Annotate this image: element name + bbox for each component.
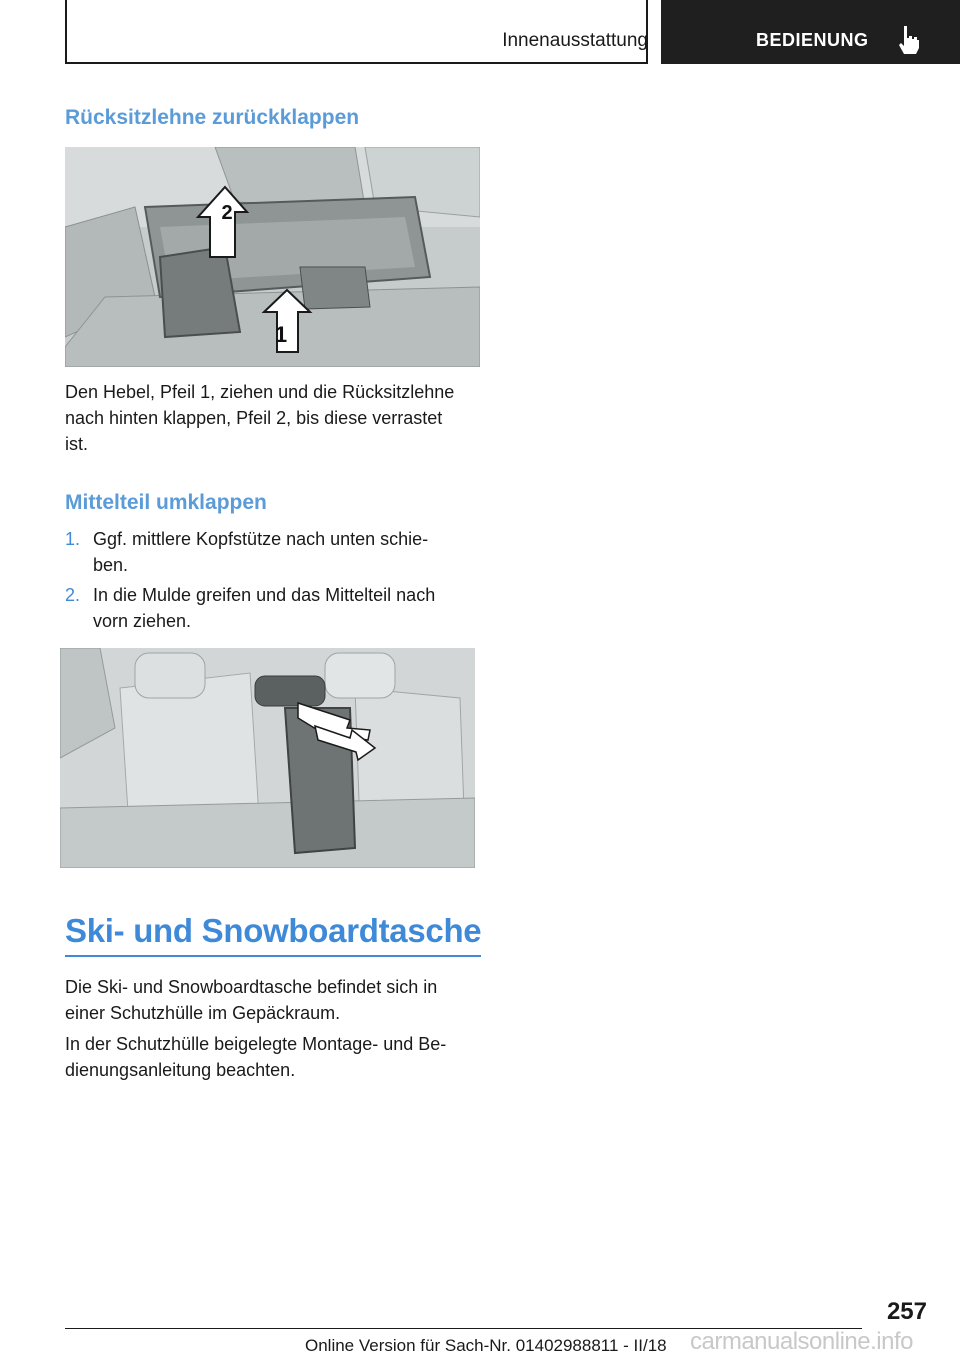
ski-bag-paragraph-1: Die Ski- und Snowboardtasche befindet sich in einer Schutzhülle im Gepäckraum. [65,977,438,1023]
watermark: carmanualsonline.info [690,1328,913,1355]
pointing-hand-icon [893,24,923,56]
figure-middle-part-fold [60,648,475,868]
section-title-ski-bag: Ski- und Snowboardtasche [65,912,482,949]
seatback-description: Den Hebel, Pfeil 1, ziehen und die Rücksitzlehne nach hinten klappen, Pfeil 2, bis diese verrastet ist. [65,382,455,454]
page-number: 257 [886,1298,927,1325]
step-1 [65,526,485,578]
ski-bag-paragraph-2: In der Schutzhülle beigelegte Montage- und Be- dienungsanleitung beachten. [65,1034,447,1080]
seatback-illustration [65,147,480,367]
step-2-text: In die Mulde greifen und das Mittelteil nach vorn ziehen. [93,585,436,631]
chapter-tab[interactable] [661,0,960,64]
header-section-title: Innenausstattung [502,30,648,51]
step-1-number: 1. [65,529,81,549]
step-2-number: 2. [65,585,81,605]
step-2 [65,582,485,634]
step-1-text: Ggf. mittlere Kopfstütze nach unten schie- ben. [93,529,429,575]
chapter-tab-label: BEDIENUNG [756,30,869,50]
section-title-middle-part: Mittelteil umklappen [65,491,267,514]
section-title-seatback: Rücksitzlehne zurückklappen [65,106,360,129]
middle-part-illustration [60,648,475,868]
arrow-label-2: 2 [221,202,233,224]
figure-seatback-fold [65,147,480,367]
arrow-label-1: 1 [274,322,288,347]
online-version-text: Online Version für Sach-Nr. 01402988811 - II/18 [305,1336,667,1355]
section-title-underline [65,955,481,957]
